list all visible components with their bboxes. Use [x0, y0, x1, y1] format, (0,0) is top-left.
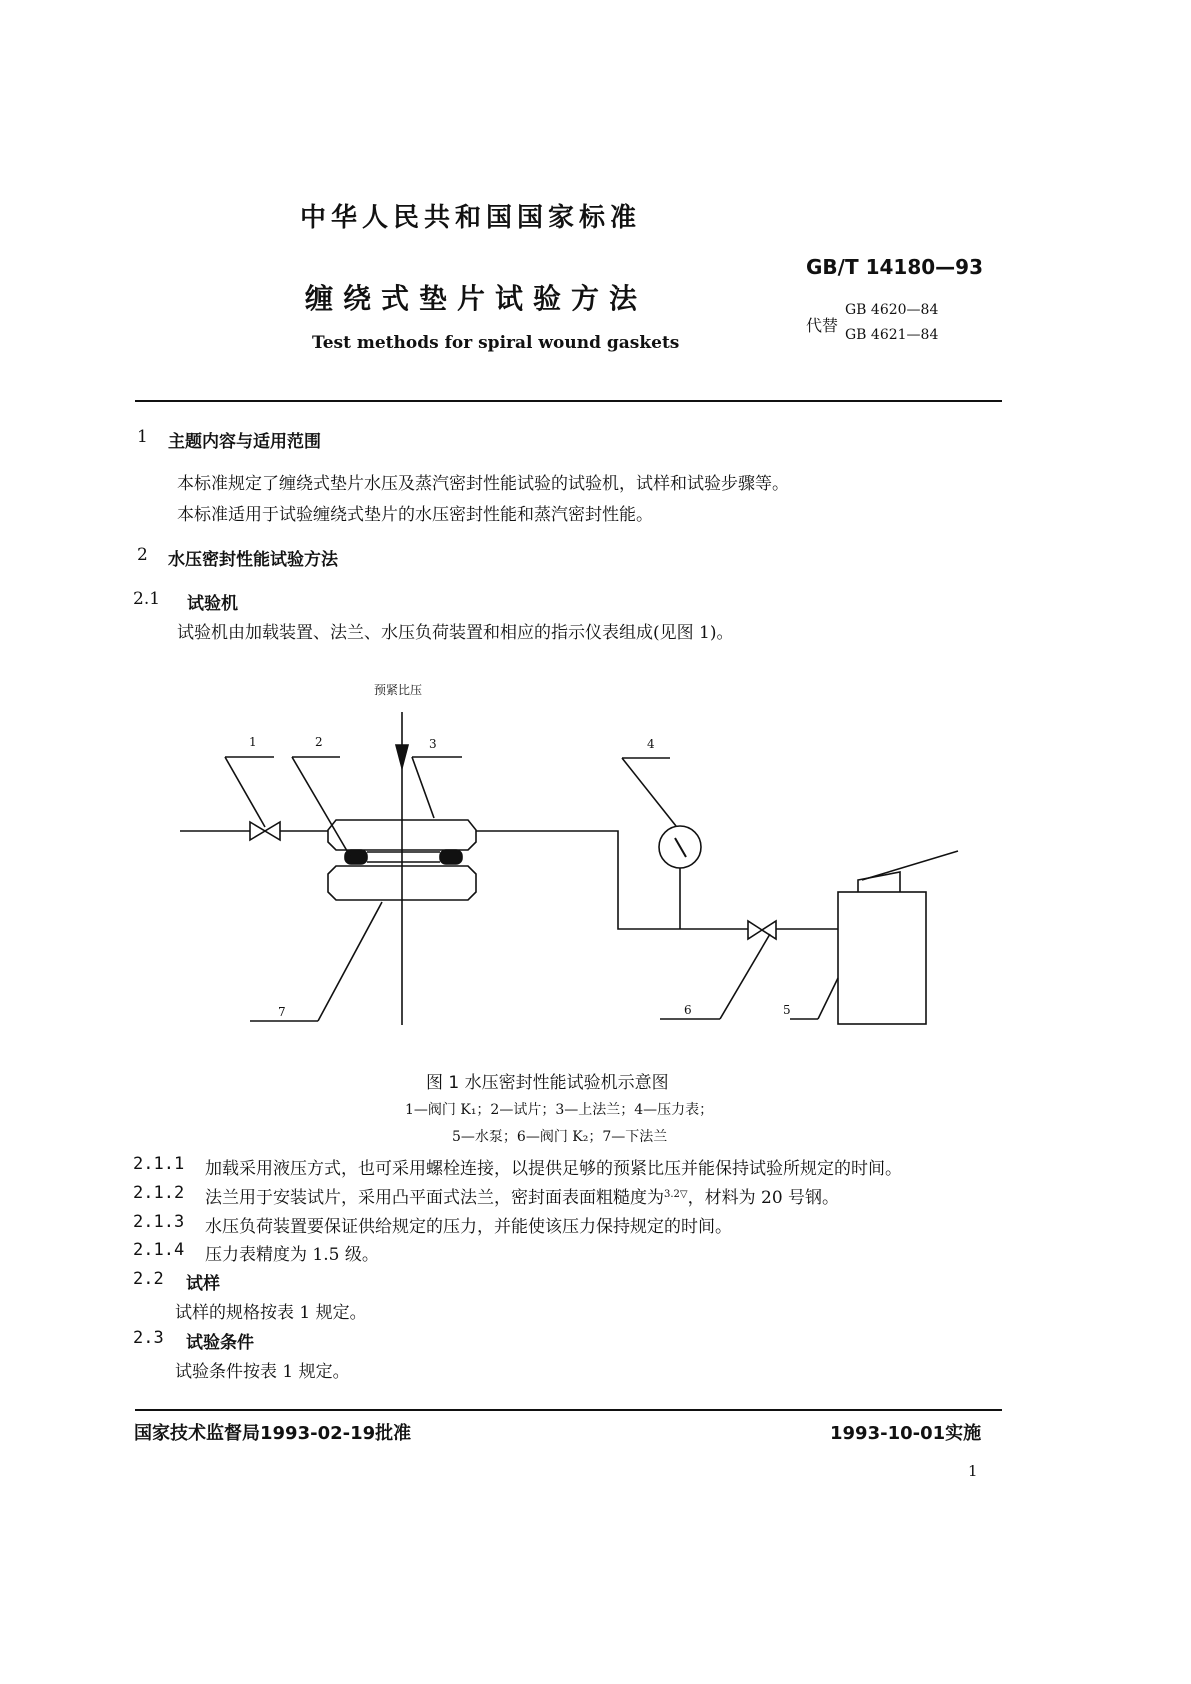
test-gasket-right [440, 850, 462, 864]
clause-2-3-heading: 试验条件 [186, 1333, 254, 1353]
section-2-number: 2 [137, 545, 148, 565]
figure-legend-line-2: 5—水泵；6—阀门 K₂；7—下法兰 [452, 1129, 668, 1145]
roughness-symbol: 3.2▽ [664, 1189, 688, 1200]
clause-2-1-3-number: 2.1.3 [133, 1212, 185, 1232]
leader-line-4 [622, 758, 676, 826]
clause-2-2-number: 2.2 [133, 1269, 164, 1289]
clause-2-2-text: 试样的规格按表 1 规定。 [175, 1303, 367, 1323]
footer-divider [135, 1409, 1002, 1411]
clause-2-1-2-text [205, 1183, 839, 1208]
callout-7: 7 [278, 1005, 286, 1019]
load-arrow-head [396, 745, 408, 768]
section-1-number: 1 [137, 427, 148, 447]
implementation-date: 1993-10-01实施 [830, 1423, 982, 1444]
clause-2-1-heading: 试验机 [187, 594, 238, 614]
clause-2-1-3-text: 水压负荷装置要保证供给规定的压力，并能使该压力保持规定的时间。 [205, 1217, 732, 1237]
national-standard-title: 中华人民共和国国家标准 [300, 203, 642, 233]
callout-6: 6 [684, 1003, 692, 1017]
leader-line-7 [318, 902, 382, 1021]
leader-line-6 [720, 934, 770, 1019]
std-number: GB/T 14180—93 [806, 255, 983, 279]
callout-5: 5 [783, 1003, 791, 1017]
clause-2-1-text: 试验机由加载装置、法兰、水压负荷装置和相应的指示仪表组成(见图 1)。 [177, 623, 734, 643]
section-1-paragraph: 本标准规定了缠绕式垫片水压及蒸汽密封性能试验的试验机，试样和试验步骤等。 [177, 474, 789, 494]
callout-3: 3 [429, 737, 437, 751]
approval-note: 国家技术监督局1993-02-19批准 [134, 1423, 412, 1444]
valve-k2-icon [748, 921, 762, 939]
water-pump [838, 892, 926, 1024]
clause-2-3-text: 试验条件按表 1 规定。 [175, 1362, 350, 1382]
clause-2-1-2-text-a: 法兰用于安装试片，采用凸平面式法兰，密封面表面粗糙度为 [205, 1188, 664, 1208]
replaced-standard-2: GB 4621—84 [845, 327, 939, 343]
clause-2-1-4-number: 2.1.4 [133, 1240, 185, 1260]
clause-2-2-heading: 试样 [186, 1274, 220, 1294]
leader-line-5 [818, 978, 838, 1019]
load-label: 预紧比压 [374, 683, 423, 697]
section-2-heading: 水压密封性能试验方法 [168, 550, 338, 570]
clause-2-1-1-number: 2.1.1 [133, 1154, 185, 1174]
clause-2-1-number: 2.1 [133, 589, 161, 609]
document-title-en: Test methods for spiral wound gaskets [312, 333, 680, 353]
replace-label: 代替 [806, 316, 839, 335]
pump-handle [862, 851, 958, 880]
page-number: 1 [968, 1462, 978, 1480]
replaced-standard-1: GB 4620—84 [845, 302, 939, 318]
figure-caption: 图 1 水压密封性能试验机示意图 [426, 1073, 669, 1093]
valve-k1-icon [250, 822, 265, 840]
callout-1: 1 [249, 735, 257, 749]
valve-k1-icon [265, 822, 280, 840]
clause-2-1-2-text-b: ，材料为 20 号钢。 [687, 1188, 840, 1208]
leader-line-1 [225, 757, 265, 827]
callout-2: 2 [315, 735, 323, 749]
clause-2-1-1-text: 加载采用液压方式，也可采用螺栓连接，以提供足够的预紧比压并能保持试验所规定的时间。 [205, 1159, 902, 1179]
roughness-value: 3.2 [664, 1189, 680, 1200]
section-1-heading: 主题内容与适用范围 [168, 432, 321, 452]
clause-2-1-4-text: 压力表精度为 1.5 级。 [205, 1245, 379, 1265]
clause-2-1-2-number: 2.1.2 [133, 1183, 185, 1203]
figure-legend-line-1: 1—阀门 K₁；2—试片；3—上法兰；4—压力表； [405, 1102, 714, 1118]
leader-line-2 [292, 757, 350, 856]
section-1-paragraph: 本标准适用于试验缠绕式垫片的水压密封性能和蒸汽密封性能。 [177, 505, 653, 525]
leader-line-3 [412, 757, 434, 818]
outlet-pipe [476, 831, 748, 929]
callout-4: 4 [647, 737, 655, 751]
document-title-cn: 缠绕式垫片试验方法 [305, 282, 648, 315]
clause-2-3-number: 2.3 [133, 1328, 164, 1348]
